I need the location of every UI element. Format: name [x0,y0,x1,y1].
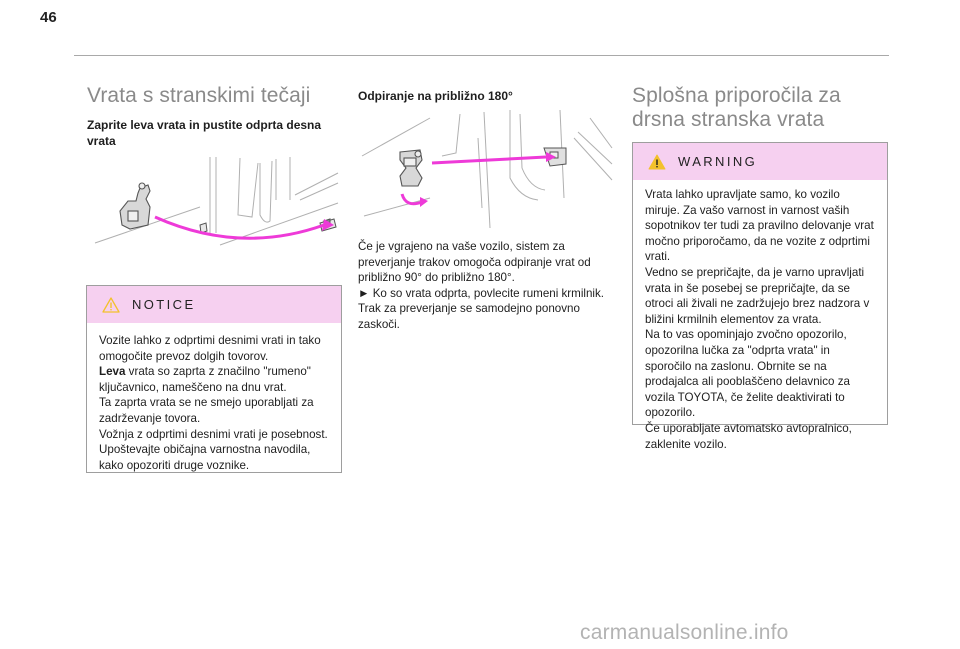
lock-mechanism-drawing [120,183,150,229]
middle-paragraph: ► Ko so vrata odprta, povlecite rumeni krmilnik. Trak za preverjanje se samodejno ponovno zaskoči. [358,286,605,331]
arrow-magenta [432,157,546,163]
header-rule [74,55,889,56]
watermark: carmanualsonline.info [580,621,789,644]
notice-paragraph: Vožnja z odprtimi desnimi vrati je posebnost. Upoštevajte običajna varnostna navodila, kako opozoriti druge voznike. [99,427,328,472]
notice-paragraph: Vozite lahko z odprtimi desnimi vrati in tako omogočite prevoz dolgih tovorov. [99,334,321,363]
notice-label: NOTICE [132,297,196,312]
section-title-sliding-doors: Splošna priporočila za drsna stranska vrata [632,84,841,131]
notice-paragraph-text: vrata so zaprta z značilno "rumeno" ključavnico, nameščeno na dnu vrat. [99,365,311,394]
warning-filled-icon [648,154,666,170]
notice-box [86,285,342,473]
warning-header [633,143,887,180]
warning-body [633,180,887,452]
notice-body [87,323,341,473]
warning-paragraph: Če uporabljate avtomatsko avtopralnico, zaklenite vozilo. [645,421,852,451]
check-strap-mechanism-drawing [400,150,422,186]
section-title-side-hinged-doors: Vrata s stranskimi tečaji [87,84,311,107]
notice-paragraph [99,364,329,395]
warning-paragraph: Na to vas opominjajo zvočno opozorilo, opozorilna lučka za "odprta vrata" in sporočilo na zaslonu. Obrnite se na prodajalca ali pooblaščeno delavnico za vozila TOYOTA, če želite deaktivirati to opozorilo. [645,328,850,420]
warning-paragraph: Vedno se prepričajte, da je varno upravljati vrata in še posebej se prepričajte, da se otroci ali živali ne zadržujejo brez nadzora v bližini krmilnih elementov za vrata. [645,265,870,326]
middle-subheading: Odpiranje na približno 180° [358,89,513,103]
middle-body [358,239,618,333]
warning-box [632,142,888,451]
notice-lead-word: Leva [99,365,126,379]
page-number: 46 [40,9,57,26]
arrow-pull-curve [402,194,422,204]
warning-label: WARNING [678,154,758,169]
notice-paragraph: Ta zaprta vrata se ne smejo uporabljati za zadrževanje tovora. [99,396,314,425]
middle-paragraph: Če je vgrajeno na vaše vozilo, sistem za preverjanje trakov omogoča odpiranje vrat od približno 90° do približno 180°. [358,240,591,285]
illustration-left-door-lock [90,155,340,255]
illustration-door-check-strap [360,108,615,233]
warning-outline-icon [102,297,120,313]
arrow-magenta [155,217,324,238]
warning-paragraph: Vrata lahko upravljate samo, ko vozilo miruje. Za vašo varnost in varnost vaših sopotnikov ter tudi za pravilno delovanje vrat močno priporočamo, da ne vozite z odprtimi vrati. [645,188,874,264]
notice-header [87,286,341,323]
left-subheading: Zaprite leva vrata in pustite odprta desna vrata [87,118,322,148]
